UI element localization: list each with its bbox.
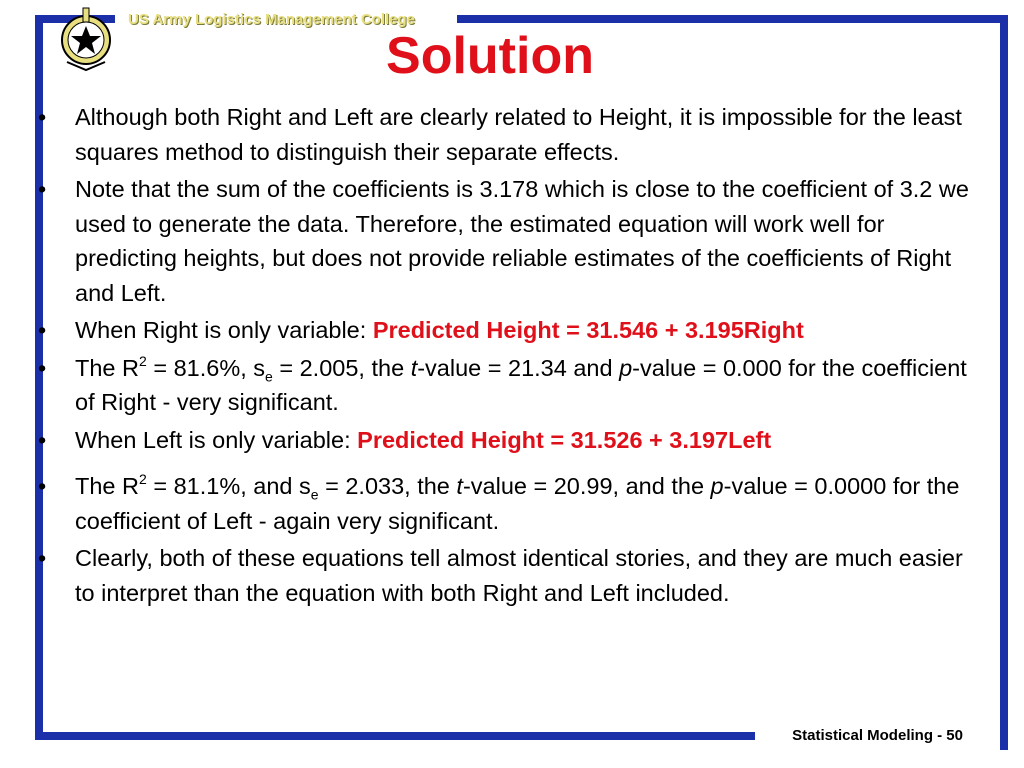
italic-symbol: t <box>456 473 463 499</box>
bullet-item <box>40 541 980 610</box>
superscript: 2 <box>139 352 147 369</box>
bullet-text: = 2.005, the <box>272 354 411 381</box>
equation-highlight: Predicted Height = 31.546 + 3.195Right <box>372 317 804 343</box>
bullet-text: -value = 21.34 and <box>417 354 620 381</box>
superscript: 2 <box>139 471 147 488</box>
bullet-text: = 2.033, the <box>318 473 457 499</box>
bullet-text: The R <box>75 473 139 499</box>
equation-highlight: Predicted Height = 31.526 + 3.197Left <box>357 426 772 453</box>
slide-title <box>0 26 1024 86</box>
bullet-text: Note that the sum of the coefficients is 3.178 which is close to the coefficient of 3.2 we used to generate the data. Therefore, the estimated equation will work well for predicting heights, but does not provide reliable estimates of the coefficients of Right and Left. <box>75 176 969 306</box>
slide-footer: Statistical Modeling - 50 <box>792 727 963 744</box>
bullet-item <box>40 172 980 310</box>
org-name: US Army Logistics Management College <box>128 11 416 28</box>
bullet-item <box>40 423 980 458</box>
bullet-text: When Left is only variable: <box>75 426 358 453</box>
bullet-text: Clearly, both of these equations tell almost identical stories, and they are much easier to interpret than the equation with both Right and Left included. <box>75 545 963 606</box>
italic-symbol: t <box>410 354 418 381</box>
italic-symbol: p <box>619 354 633 381</box>
bullet-text: When Right is only variable: <box>75 317 373 343</box>
italic-symbol: p <box>710 473 724 499</box>
bullet-list <box>40 100 980 613</box>
frame-bottom-line <box>35 732 755 740</box>
bullet-text: -value = 20.99, and the <box>462 473 711 499</box>
bullet-item <box>40 100 980 169</box>
bullet-item <box>40 469 980 538</box>
bullet-text: -value = 0.0000 for the coefficient of Left - again very significant. <box>75 473 960 534</box>
bullet-text: Although both Right and Left are clearly related to Height, it is impossible for the least squares method to distinguish their separate effects. <box>75 104 962 165</box>
bullet-item <box>40 313 980 348</box>
bullet-text: = 81.6%, s <box>146 354 266 381</box>
bullet-text: = 81.1%, and s <box>146 473 311 499</box>
frame-right-line <box>1000 15 1008 750</box>
subscript: e <box>265 368 273 385</box>
slide-title-text: Solution <box>386 27 594 85</box>
subscript: e <box>310 486 319 503</box>
bullet-text: -value = 0.000 for the coefficient of Right - very significant. <box>75 354 967 415</box>
frame-top-line <box>457 15 1008 23</box>
bullet-item <box>40 351 980 420</box>
bullet-text: The R <box>75 354 139 381</box>
